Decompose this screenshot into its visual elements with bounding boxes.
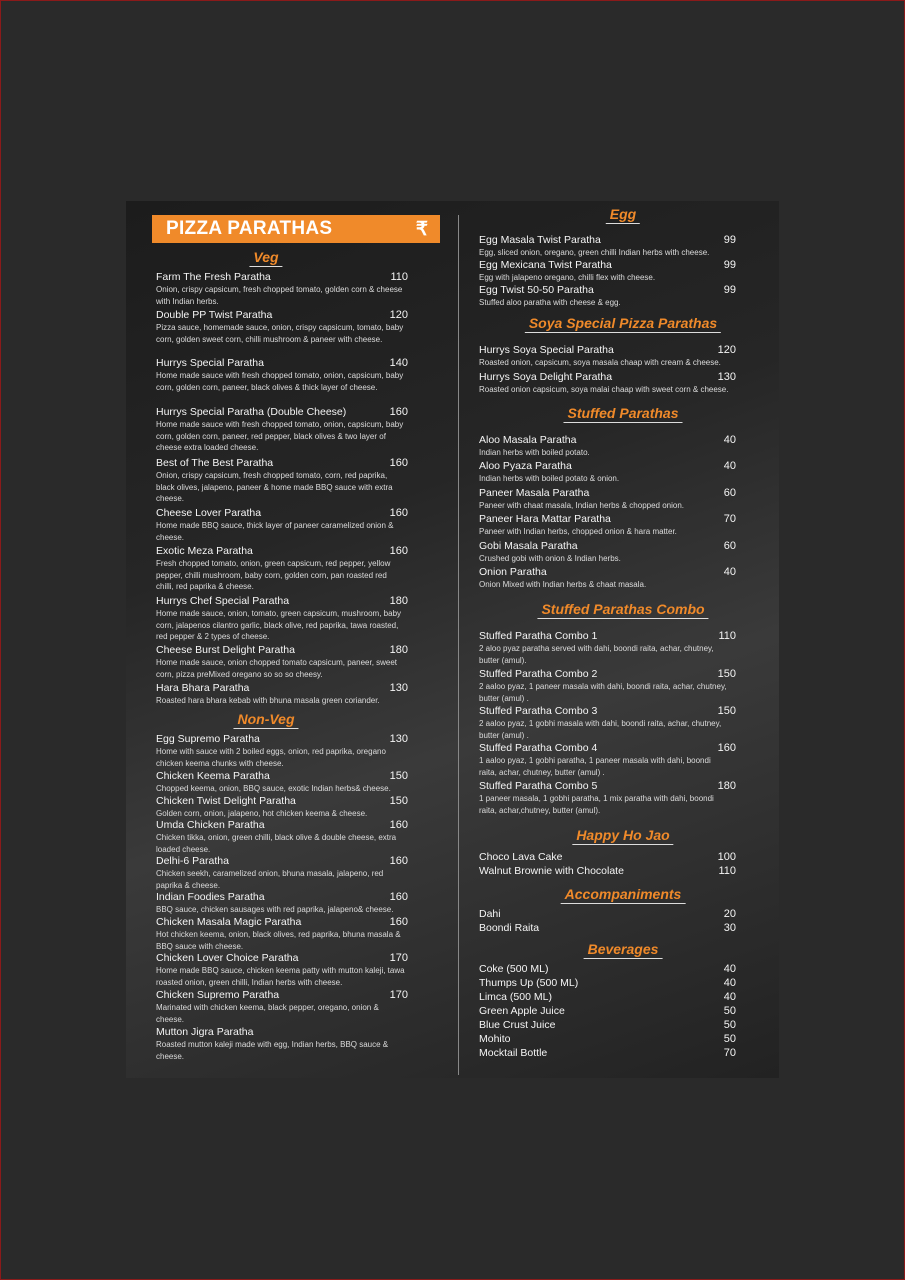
item-description: Indian herbs with boiled potato & onion. [479, 474, 620, 483]
item-name: Farm The Fresh Paratha [156, 271, 271, 283]
item-description: Home made sauce with fresh chopped tomato, onion, capsicum, baby corn, golden corn, paneer, red pepper, black olives & two layer of cheese extra loaded cheese. [156, 420, 404, 452]
item-price: 160 [389, 916, 408, 928]
item-description: Paneer with chaat masala, Indian herbs & chopped onion. [479, 501, 685, 510]
item-price: 110 [718, 630, 736, 642]
item-price: 70 [723, 513, 736, 525]
menu-item [479, 344, 729, 369]
item-name: Green Apple Juice [479, 1005, 565, 1017]
item-price: 110 [390, 271, 408, 283]
item-price: 40 [723, 991, 736, 1003]
item-price: 150 [389, 795, 408, 807]
item-description: Chopped keema, onion, BBQ sauce, exotic Indian herbs& cheese. [156, 784, 391, 793]
item-name: Hurrys Special Paratha (Double Cheese) [156, 406, 347, 418]
item-description: Roasted onion, capsicum, soya masala chaap with cream & cheese. [479, 358, 721, 367]
menu-item [479, 434, 729, 459]
item-price: 60 [723, 487, 736, 499]
menu-item [479, 566, 729, 591]
menu-item [156, 1026, 406, 1062]
item-description: Stuffed aloo paratha with cheese & egg. [479, 298, 621, 307]
item-price: 100 [717, 851, 736, 863]
menu-item [479, 963, 729, 975]
menu-item [479, 1047, 729, 1059]
item-price: 160 [389, 507, 408, 519]
item-name: Chicken Supremo Paratha [156, 989, 280, 1001]
item-name: Mocktail Bottle [479, 1047, 548, 1059]
item-name: Coke (500 ML) [479, 963, 549, 975]
menu-item [479, 371, 729, 396]
column-divider [458, 215, 459, 1075]
item-price: 170 [389, 952, 408, 964]
item-description: 2 aloo pyaz paratha served with dahi, boondi raita, achar, chutney, butter (amul). [479, 644, 714, 665]
item-price: 99 [723, 284, 736, 296]
menu-item [479, 977, 729, 989]
item-name: Stuffed Paratha Combo 1 [479, 630, 598, 642]
item-description: Home made BBQ sauce, thick layer of paneer caramelized onion & cheese. [156, 521, 394, 542]
item-name: Mohito [479, 1033, 511, 1045]
item-price: 160 [389, 406, 408, 418]
item-description: Fresh chopped tomato, onion, green capsicum, red pepper, yellow pepper, chilli mushroom, baby corn, golden corn, pan roasted red chilli, red paprika & cheese. [156, 559, 391, 591]
menu-item [156, 457, 406, 505]
menu-item [156, 891, 406, 916]
menu-item [156, 989, 406, 1025]
menu-item [156, 595, 406, 643]
section-heading-egg: Egg [606, 206, 640, 224]
menu-item [479, 460, 729, 485]
item-price: 50 [723, 1033, 736, 1045]
item-description: Pizza sauce, homemade sauce, onion, crispy capsicum, tomato, baby corn, golden sweet corn, chilli mushroom & paneer with cheese. [156, 323, 404, 344]
menu-item [479, 865, 729, 877]
item-name: Stuffed Paratha Combo 3 [479, 705, 598, 717]
item-name: Hurrys Special Paratha [156, 357, 264, 369]
item-description: Egg, sliced onion, oregano, green chilli Indian herbs with cheese. [479, 248, 710, 257]
item-description: Chicken seekh, caramelized onion, bhuna masala, jalapeno, red paprika & cheese. [156, 869, 384, 890]
item-name: Gobi Masala Paratha [479, 540, 578, 552]
menu-item [156, 682, 406, 707]
menu-header-banner [152, 215, 440, 243]
item-price: 120 [389, 309, 408, 321]
item-description: Golden corn, onion, jalapeno, hot chicken keema & cheese. [156, 809, 368, 818]
item-price: 160 [389, 819, 408, 831]
menu-item [156, 770, 406, 795]
item-price: 160 [717, 742, 736, 754]
item-name: Onion Paratha [479, 566, 547, 578]
item-name: Stuffed Paratha Combo 4 [479, 742, 598, 754]
item-price: 140 [389, 357, 408, 369]
item-name: Dahi [479, 908, 501, 920]
item-name: Chicken Keema Paratha [156, 770, 270, 782]
item-name: Hurrys Soya Special Paratha [479, 344, 614, 356]
rupee-icon: ₹ [415, 218, 428, 240]
section-heading-nonveg: Non-Veg [233, 711, 298, 729]
item-price: 180 [389, 644, 408, 656]
menu-item [479, 1019, 729, 1031]
item-name: Egg Twist 50-50 Paratha [479, 284, 594, 296]
menu-item [156, 357, 406, 393]
menu-item [479, 630, 729, 666]
item-name: Aloo Pyaza Paratha [479, 460, 572, 472]
item-name: Best of The Best Paratha [156, 457, 274, 469]
menu-item [479, 234, 729, 259]
menu-item [479, 742, 729, 778]
item-description: Hot chicken keema, onion, black olives, red paprika, bhuna masala & BBQ sauce with cheese. [156, 930, 401, 951]
item-name: Stuffed Paratha Combo 2 [479, 668, 598, 680]
item-price: 40 [723, 434, 736, 446]
item-name: Exotic Meza Paratha [156, 545, 253, 557]
item-name: Egg Masala Twist Paratha [479, 234, 601, 246]
item-name: Umda Chicken Paratha [156, 819, 265, 831]
item-description: Home made BBQ sauce, chicken keema patty with mutton kaleji, tawa roasted onion, green chilli, Indian herbs with cheese. [156, 966, 405, 987]
item-description: 2 aaloo pyaz, 1 paneer masala with dahi, boondi raita, achar, chutney, butter (amul) . [479, 682, 727, 703]
item-name: Egg Supremo Paratha [156, 733, 260, 745]
item-name: Chicken Twist Delight Paratha [156, 795, 296, 807]
menu-item [479, 922, 729, 934]
item-price: 130 [717, 371, 736, 383]
item-price: 30 [723, 922, 736, 934]
menu-item [479, 540, 729, 565]
menu-item [479, 908, 729, 920]
item-name: Chicken Lover Choice Paratha [156, 952, 299, 964]
item-name: Boondi Raita [479, 922, 540, 934]
item-name: Paneer Masala Paratha [479, 487, 590, 499]
item-price: 130 [389, 682, 408, 694]
item-description: BBQ sauce, chicken sausages with red paprika, jalapeno& cheese. [156, 905, 394, 914]
menu-item [156, 644, 406, 680]
menu-item [156, 271, 406, 307]
menu-item [156, 916, 406, 952]
item-description: Roasted onion capsicum, soya malai chaap with sweet corn & cheese. [479, 385, 729, 394]
item-price: 20 [723, 908, 736, 920]
item-price: 130 [389, 733, 408, 745]
item-name: Hurrys Soya Delight Paratha [479, 371, 613, 383]
item-name: Aloo Masala Paratha [479, 434, 577, 446]
item-price: 150 [717, 705, 736, 717]
menu-item [156, 819, 406, 855]
item-name: Cheese Burst Delight Paratha [156, 644, 295, 656]
item-price: 160 [389, 891, 408, 903]
item-description: Crushed gobi with onion & Indian herbs. [479, 554, 621, 563]
menu-item [479, 705, 729, 741]
section-heading-combo: Stuffed Parathas Combo [537, 601, 708, 619]
item-price: 160 [389, 545, 408, 557]
menu-item [479, 668, 729, 704]
item-price: 40 [723, 460, 736, 472]
item-price: 50 [723, 1019, 736, 1031]
item-description: Home made sauce, onion, tomato, green capsicum, mushroom, baby corn, jalapenos cilantro garlic, black olive, red paprika, tawa roasted, red pepper & 2 types of cheese. [156, 609, 402, 641]
item-name: Hara Bhara Paratha [156, 682, 250, 694]
item-description: Egg with jalapeno oregano, chilli flex with cheese. [479, 273, 656, 282]
item-description: Marinated with chicken keema, black pepper, oregano, onion & cheese. [156, 1003, 379, 1024]
item-name: Blue Crust Juice [479, 1019, 556, 1031]
item-price: 40 [723, 566, 736, 578]
item-name: Double PP Twist Paratha [156, 309, 273, 321]
section-heading-bev: Beverages [584, 941, 663, 959]
item-price: 70 [723, 1047, 736, 1059]
item-description: Onion, crispy capsicum, fresh chopped tomato, corn, red paprika, black olives, jalapeno, paneer & home made BBQ sauce with extra cheese. [156, 471, 393, 503]
item-description: Home made sauce, onion chopped tomato capsicum, paneer, sweet corn, pizza preMixed oregano so so so cheesy. [156, 658, 398, 679]
menu-item [479, 259, 729, 284]
menu-item [479, 284, 729, 309]
item-description: Onion Mixed with Indian herbs & chaat masala. [479, 580, 647, 589]
item-description: Paneer with Indian herbs, chopped onion & hara matter. [479, 527, 677, 536]
item-description: Chicken tikka, onion, green chilli, black olive & double cheese, extra loaded cheese. [156, 833, 397, 854]
item-price: 110 [718, 865, 736, 877]
item-description: 1 aaloo pyaz, 1 gobhi paratha, 1 paneer masala with dahi, boondi raita, achar, chutney, butter (amul) . [479, 756, 711, 777]
menu-item [156, 952, 406, 988]
item-description: Home made sauce with fresh chopped tomato, onion, capsicum, baby corn, golden corn, paneer, black olives & thick layer of cheese. [156, 371, 404, 392]
item-name: Hurrys Chef Special Paratha [156, 595, 290, 607]
section-heading-accomp: Accompaniments [561, 886, 686, 904]
item-price: 180 [389, 595, 408, 607]
menu-item [479, 513, 729, 538]
item-name: Cheese Lover Paratha [156, 507, 262, 519]
menu-item [156, 795, 406, 820]
menu-item [156, 309, 406, 345]
menu-item [156, 855, 406, 891]
item-name: Stuffed Paratha Combo 5 [479, 780, 598, 792]
menu-item [479, 851, 729, 863]
item-description: Roasted mutton kaleji made with egg, Indian herbs, BBQ sauce & cheese. [156, 1040, 389, 1061]
item-name: Choco Lava Cake [479, 851, 563, 863]
item-price: 60 [723, 540, 736, 552]
menu-item [479, 1033, 729, 1045]
item-price: 150 [717, 668, 736, 680]
section-heading-veg: Veg [249, 249, 282, 267]
item-name: Delhi-6 Paratha [156, 855, 229, 867]
menu-title: PIZZA PARATHAS [166, 218, 333, 239]
menu-item [479, 487, 729, 512]
item-description: 2 aaloo pyaz, 1 gobhi masala with dahi, boondi raita, achar, chutney, butter (amul) . [479, 719, 722, 740]
menu-item [479, 1005, 729, 1017]
item-price: 170 [389, 989, 408, 1001]
menu-card [126, 201, 779, 1078]
item-name: Indian Foodies Paratha [156, 891, 265, 903]
item-name: Paneer Hara Mattar Paratha [479, 513, 611, 525]
item-price: 160 [389, 855, 408, 867]
item-name: Limca (500 ML) [479, 991, 552, 1003]
item-price: 180 [717, 780, 736, 792]
item-description: Indian herbs with boiled potato. [479, 448, 590, 457]
item-price: 150 [389, 770, 408, 782]
section-heading-stuffed: Stuffed Parathas [564, 405, 683, 423]
item-price: 50 [723, 1005, 736, 1017]
item-price: 40 [723, 977, 736, 989]
item-description: 1 paneer masala, 1 gobhi paratha, 1 mix paratha with dahi, boondi raita, achar,chutney, butter (amul). [479, 794, 714, 815]
item-name: Walnut Brownie with Chocolate [479, 865, 624, 877]
item-description: Roasted hara bhara kebab with bhuna masala green coriander. [156, 696, 380, 705]
menu-item [479, 991, 729, 1003]
item-price: 120 [717, 344, 736, 356]
item-price: 40 [723, 963, 736, 975]
section-heading-happy: Happy Ho Jao [572, 827, 673, 845]
item-name: Egg Mexicana Twist Paratha [479, 259, 612, 271]
menu-item [156, 406, 406, 454]
item-description: Home with sauce with 2 boiled eggs, onion, red paprika, oregano chicken keema chunks with cheese. [156, 747, 386, 768]
item-price: 99 [723, 259, 736, 271]
item-name: Thumps Up (500 ML) [479, 977, 579, 989]
item-name: Mutton Jigra Paratha [156, 1026, 254, 1038]
menu-item [156, 733, 406, 769]
item-name: Chicken Masala Magic Paratha [156, 916, 302, 928]
menu-item [156, 545, 406, 593]
item-description: Onion, crispy capsicum, fresh chopped tomato, golden corn & cheese with Indian herbs. [156, 285, 403, 306]
menu-item [156, 507, 406, 543]
section-heading-soya: Soya Special Pizza Parathas [525, 315, 721, 333]
menu-item [479, 780, 729, 816]
item-price: 160 [389, 457, 408, 469]
item-price: 99 [723, 234, 736, 246]
